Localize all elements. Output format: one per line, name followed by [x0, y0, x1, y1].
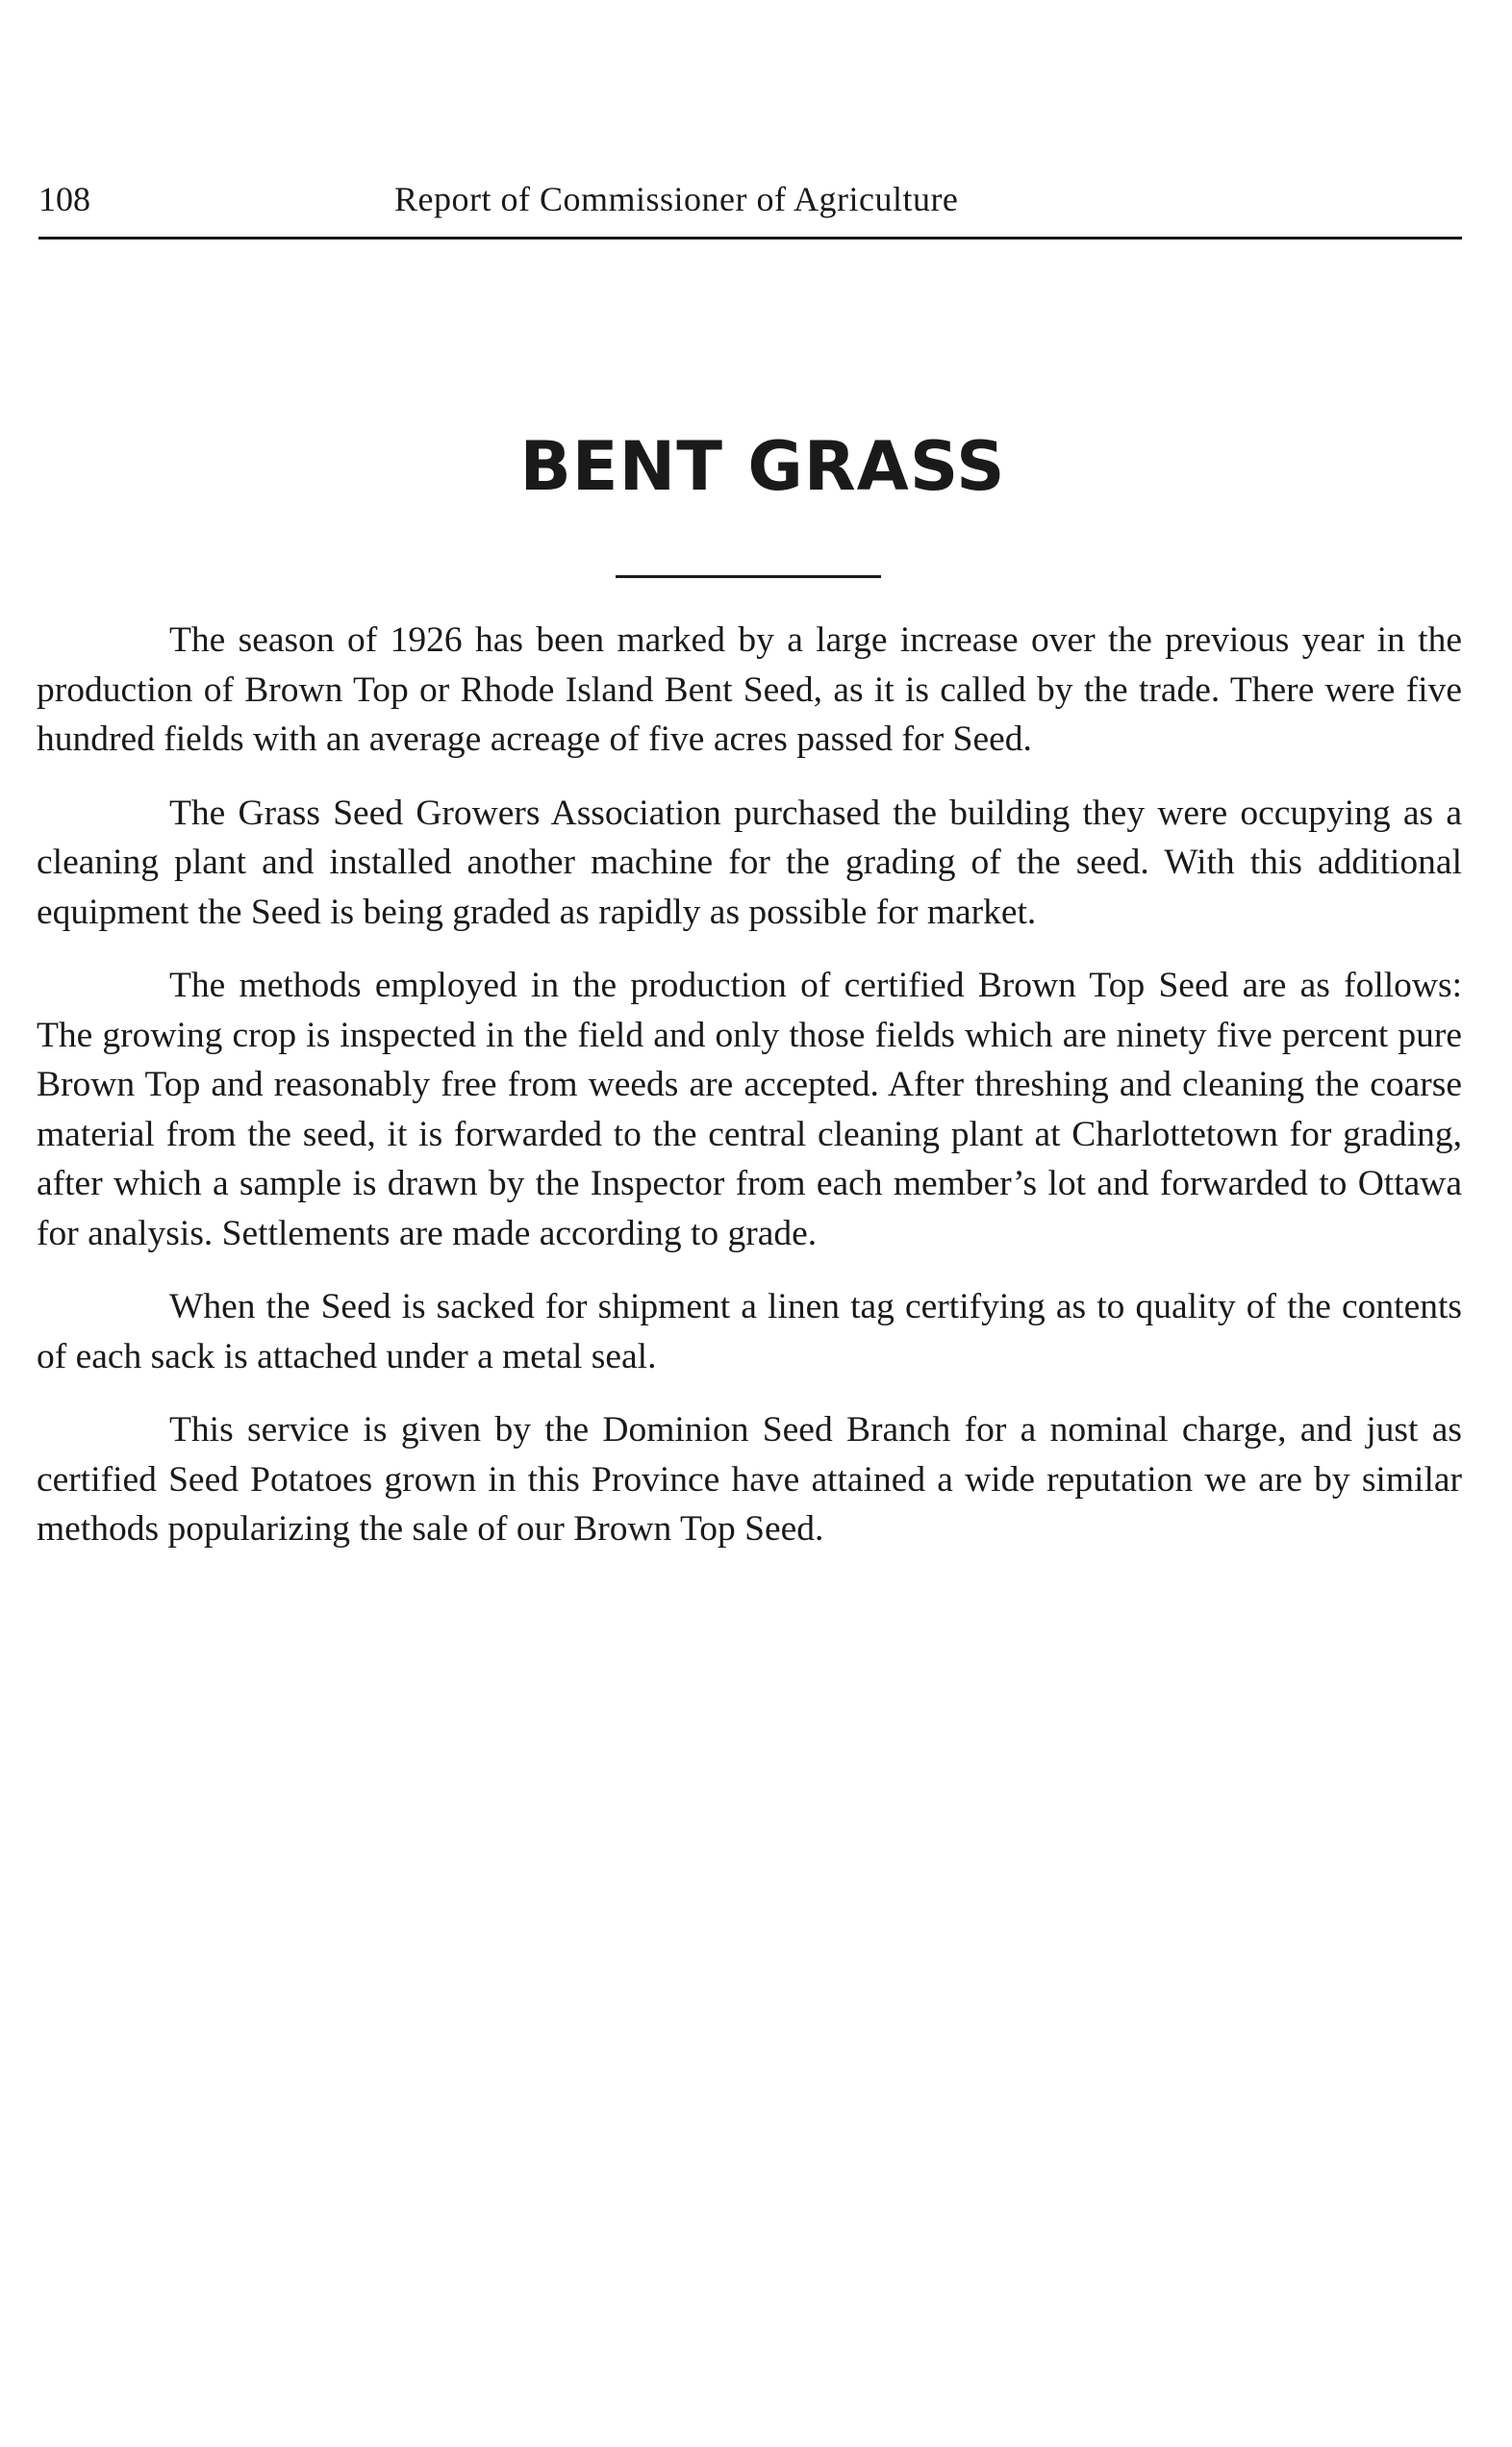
paragraph: This service is given by the Dominion Seed Branch for a nominal charge, and just as certified Seed Potatoes grown in this Province have attained a wide reputation we are by similar methods popularizing the sale of our Brown Top Seed. [37, 1410, 1462, 1549]
page-number: 108 [38, 180, 90, 218]
paragraph: The Grass Seed Growers Association purchased the building they were occupying as a cleaning plant and installed another machine for the grading of the seed. With this additional equipment the Seed is being graded as rapidly as possible for market. [37, 793, 1462, 932]
paragraph: When the Seed is sacked for shipment a linen tag certifying as to quality of the contents of each sack is attached under a metal seal. [37, 1287, 1462, 1376]
running-title: Report of Commissioner of Agriculture [394, 180, 959, 218]
title-rule [616, 575, 881, 578]
article-body [37, 616, 1462, 1578]
header-rule [38, 237, 1462, 240]
running-header [38, 175, 1462, 223]
paragraph: The season of 1926 has been marked by a large increase over the previous year in the production of Brown Top or Rhode Island Bent Seed, as it is called by the trade. There were five hundred fields with an average acreage of five acres passed for Seed. [37, 620, 1462, 759]
section-title: BENT GRASS [519, 427, 1006, 506]
paragraph: The methods employed in the production of certified Brown Top Seed are as follows: The growing crop is inspected in the field and only those fields which are ninety five percent pure Brown Top and reasonably free from weeds are accepted. After threshing and cleaning the coarse material from the seed, it is forwarded to the central cleaning plant at Charlottetown for grading, after which a sample is drawn by the Inspector from each member’s lot and forwarded to Ottawa for analysis. Settlements are made according to grade. [37, 966, 1462, 1253]
